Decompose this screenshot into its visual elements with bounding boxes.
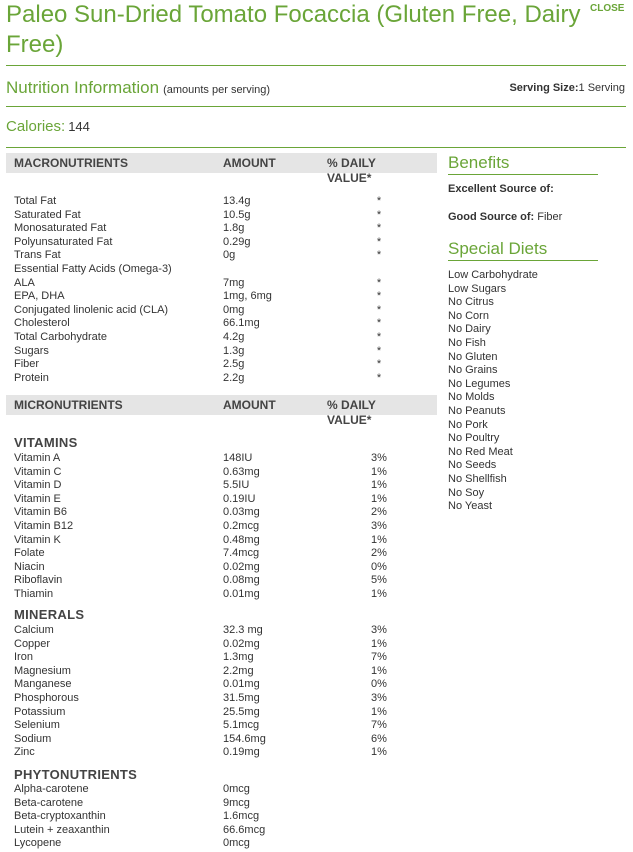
nutrient-daily-value: 2% xyxy=(371,547,387,560)
nutrition-heading xyxy=(6,78,270,98)
special-diet-item: No Red Meat xyxy=(448,445,513,458)
special-diet-item: No Poultry xyxy=(448,432,500,445)
special-diet-item: No Seeds xyxy=(448,459,497,472)
nutrient-daily-value: * xyxy=(376,344,382,357)
nutrient-name: Beta-cryptoxanthin xyxy=(14,810,106,823)
good-source-label: Good Source of: xyxy=(448,211,535,223)
nutrient-daily-value: 3% xyxy=(371,520,387,532)
nutrient-name: Trans Fat xyxy=(14,249,61,262)
nutrient-amount: 0.2mcg xyxy=(223,520,260,532)
special-diet-item: Low Sugars xyxy=(448,282,507,295)
divider xyxy=(6,65,626,66)
mineral-row xyxy=(14,719,434,733)
nutrient-daily-value: 1% xyxy=(371,705,387,718)
special-diets-heading: Special Diets xyxy=(448,239,598,261)
nutrient-amount: 66.6mcg xyxy=(223,823,266,836)
phytonutrient-row xyxy=(14,783,434,797)
macro-row xyxy=(14,372,434,386)
micro-header-name: MICRONUTRIENTS xyxy=(14,398,123,412)
nutrient-daily-value: 1% xyxy=(371,479,387,492)
calories-value: 144 xyxy=(68,119,90,134)
macro-row xyxy=(14,277,434,291)
special-diet-item: No Soy xyxy=(448,486,485,499)
nutrient-name: Cholesterol xyxy=(14,317,70,330)
nutrient-daily-value: * xyxy=(376,249,382,262)
nutrient-amount: 0.01mg xyxy=(223,678,260,691)
special-diet-item: No Yeast xyxy=(448,500,493,513)
macro-row xyxy=(14,222,434,236)
vitamin-row xyxy=(14,520,434,534)
vitamin-row xyxy=(14,479,434,493)
nutrient-name: Vitamin B12 xyxy=(14,520,74,532)
special-diet-item: No Molds xyxy=(448,391,495,404)
nutrient-amount: 0.63mg xyxy=(223,465,260,478)
nutrient-amount: 2.2mg xyxy=(223,664,254,677)
close-button[interactable]: CLOSE xyxy=(590,3,625,14)
nutrient-amount: 66.1mg xyxy=(223,317,260,330)
nutrient-name: Beta-carotene xyxy=(14,796,84,809)
nutrient-amount: 148IU xyxy=(223,452,253,464)
phytonutrients-heading: PHYTONUTRIENTS xyxy=(14,767,138,782)
mineral-row xyxy=(14,733,434,747)
macro-row xyxy=(14,249,434,263)
micro-table-header xyxy=(6,395,437,427)
micro-header-dv: % DAILY VALUE* xyxy=(327,398,376,427)
vitamin-row xyxy=(14,534,434,548)
macro-row xyxy=(14,195,434,209)
nutrient-amount: 4.2g xyxy=(223,331,245,343)
nutrient-name: Iron xyxy=(14,651,33,664)
nutrient-name: Vitamin D xyxy=(14,479,62,492)
nutrient-name: Calcium xyxy=(14,624,54,636)
nutrient-daily-value: * xyxy=(376,208,382,221)
nutrient-name: Sugars xyxy=(14,344,49,357)
nutrient-daily-value: 7% xyxy=(371,651,387,664)
nutrient-name: Lycopene xyxy=(14,837,62,850)
nutrient-name: Riboflavin xyxy=(14,574,63,587)
vitamin-row xyxy=(14,547,434,561)
nutrient-daily-value: * xyxy=(376,195,382,207)
phytonutrient-row xyxy=(14,797,434,811)
special-diet-item: No Fish xyxy=(448,337,486,349)
nutrient-amount: 0.48mg xyxy=(223,533,260,546)
nutrient-amount: 0.03mg xyxy=(223,506,260,519)
vitamin-row xyxy=(14,493,434,507)
nutrient-daily-value: 2% xyxy=(371,506,387,519)
nutrient-daily-value: 1% xyxy=(371,533,387,546)
nutrient-name: Total Fat xyxy=(14,195,57,207)
macro-table-header xyxy=(6,153,437,185)
nutrient-name: Manganese xyxy=(14,678,72,691)
nutrient-name: Copper xyxy=(14,637,51,650)
nutrient-name: Vitamin A xyxy=(14,452,61,464)
nutrient-daily-value: 0% xyxy=(371,678,387,691)
nutrient-name: Total Carbohydrate xyxy=(14,331,107,343)
calories xyxy=(6,118,90,135)
macro-header-amount: AMOUNT xyxy=(223,156,276,170)
nutrient-amount: 1mg, 6mg xyxy=(223,290,272,303)
serving-size xyxy=(509,82,625,94)
nutrient-amount: 0mcg xyxy=(223,837,250,850)
nutrient-amount: 0.29g xyxy=(223,235,251,248)
micro-header-amount: AMOUNT xyxy=(223,398,276,412)
nutrient-name: Magnesium xyxy=(14,664,71,677)
nutrient-name: Phosphorous xyxy=(14,692,79,704)
macro-row xyxy=(14,358,434,372)
nutrient-name: Niacin xyxy=(14,560,45,573)
serving-size-label: Serving Size: xyxy=(509,82,579,94)
nutrient-daily-value: 6% xyxy=(371,732,387,745)
nutrient-amount: 7mg xyxy=(223,276,245,289)
phytonutrient-row xyxy=(14,810,434,824)
nutrient-name: Protein xyxy=(14,371,49,384)
nutrient-name: Selenium xyxy=(14,719,60,732)
nutrient-amount: 13.4g xyxy=(223,195,251,207)
divider xyxy=(6,147,626,148)
nutrient-amount: 0.08mg xyxy=(223,574,260,587)
nutrient-amount: 1.8g xyxy=(223,222,245,235)
macro-row xyxy=(14,263,434,277)
nutrient-amount: 10.5g xyxy=(223,208,251,221)
nutrient-name: Thiamin xyxy=(14,588,54,600)
nutrient-amount: 2.2g xyxy=(223,371,245,384)
nutrient-name: Zinc xyxy=(14,746,35,759)
nutrient-amount: 25.5mg xyxy=(223,705,260,718)
nutrient-name: Fiber xyxy=(14,358,40,371)
special-diet-item: No Dairy xyxy=(448,323,491,336)
nutrient-daily-value: * xyxy=(376,331,382,343)
nutrient-daily-value: * xyxy=(376,235,382,248)
nutrient-daily-value: * xyxy=(376,358,382,371)
nutrient-amount: 5.5IU xyxy=(223,479,250,492)
excellent-source-label: Excellent Source of: xyxy=(448,183,554,195)
excellent-source xyxy=(448,183,554,195)
nutrient-daily-value: * xyxy=(376,303,382,316)
nutrient-daily-value: 7% xyxy=(371,719,387,732)
nutrient-amount: 0.19mg xyxy=(223,746,260,759)
vitamin-row xyxy=(14,452,434,466)
macro-row xyxy=(14,290,434,304)
nutrient-daily-value: 3% xyxy=(371,692,387,704)
nutrient-daily-value: * xyxy=(376,371,382,384)
nutrient-daily-value: * xyxy=(376,290,382,303)
nutrient-name: Conjugated linolenic acid (CLA) xyxy=(14,303,169,316)
nutrient-daily-value: * xyxy=(376,317,382,330)
mineral-row xyxy=(14,665,434,679)
benefits-heading: Benefits xyxy=(448,153,598,175)
nutrient-name: Saturated Fat xyxy=(14,208,81,221)
nutrient-amount: 0g xyxy=(223,249,236,262)
vitamins-heading: VITAMINS xyxy=(14,435,78,450)
nutrient-daily-value: 1% xyxy=(371,637,387,650)
mineral-row xyxy=(14,638,434,652)
nutrient-daily-value: 1% xyxy=(371,746,387,759)
nutrient-amount: 31.5mg xyxy=(223,692,260,704)
nutrient-daily-value: * xyxy=(376,222,382,235)
nutrient-daily-value: 0% xyxy=(371,560,387,573)
nutrient-name: Alpha-carotene xyxy=(14,783,89,795)
special-diet-item: No Gluten xyxy=(448,350,498,363)
divider xyxy=(6,106,626,107)
nutrient-daily-value: 3% xyxy=(371,452,387,464)
special-diet-item: No Pork xyxy=(448,418,488,431)
nutrient-amount: 32.3 mg xyxy=(223,624,263,636)
nutrient-amount: 0.02mg xyxy=(223,560,260,573)
special-diet-item: Low Carbohydrate xyxy=(448,269,538,281)
nutrient-name: Lutein + zeaxanthin xyxy=(14,823,110,836)
vitamin-row xyxy=(14,574,434,588)
nutrient-amount: 154.6mg xyxy=(223,732,266,745)
special-diet-item: No Peanuts xyxy=(448,405,506,417)
nutrient-daily-value: 3% xyxy=(371,624,387,636)
nutrient-amount: 0mg xyxy=(223,303,245,316)
vitamin-row xyxy=(14,588,434,602)
nutrient-daily-value: * xyxy=(376,276,382,289)
nutrient-name: Polyunsaturated Fat xyxy=(14,235,113,248)
phytonutrient-row xyxy=(14,824,434,838)
mineral-row xyxy=(14,678,434,692)
special-diet-item: No Corn xyxy=(448,309,489,322)
nutrient-name: Vitamin B6 xyxy=(14,506,67,519)
nutrition-note: (amounts per serving) xyxy=(163,84,271,96)
special-diet-item: No Shellfish xyxy=(448,473,507,485)
vitamin-row xyxy=(14,506,434,520)
nutrition-heading-label: Nutrition Information xyxy=(6,78,160,97)
nutrient-name: EPA, DHA xyxy=(14,290,65,303)
nutrient-amount: 5.1mcg xyxy=(223,719,260,732)
nutrient-daily-value: 1% xyxy=(371,664,387,677)
nutrient-amount: 1.6mcg xyxy=(223,810,260,823)
special-diet-item: No Citrus xyxy=(448,296,494,309)
nutrient-amount: 9mcg xyxy=(223,796,250,809)
macro-row xyxy=(14,331,434,345)
nutrient-daily-value: 1% xyxy=(371,588,387,600)
macro-row xyxy=(14,304,434,318)
minerals-heading: MINERALS xyxy=(14,607,85,622)
macro-header-name: MACRONUTRIENTS xyxy=(14,156,128,170)
macro-row xyxy=(14,317,434,331)
calories-label: Calories: xyxy=(6,118,66,135)
phytonutrient-row xyxy=(14,837,434,851)
nutrient-amount: 1.3mg xyxy=(223,651,254,664)
nutrient-daily-value: 1% xyxy=(371,465,387,478)
nutrient-daily-value: 5% xyxy=(371,574,387,587)
macro-row xyxy=(14,236,434,250)
mineral-row xyxy=(14,706,434,720)
macro-header-dv: % DAILY VALUE* xyxy=(327,156,376,185)
nutrient-amount: 0.19IU xyxy=(223,492,256,505)
nutrient-amount: 2.5g xyxy=(223,358,245,371)
mineral-row xyxy=(14,692,434,706)
mineral-row xyxy=(14,651,434,665)
nutrient-name: Essential Fatty Acids (Omega-3) xyxy=(14,263,172,275)
nutrient-name: Sodium xyxy=(14,732,52,745)
serving-size-value: 1 Serving xyxy=(578,82,625,94)
mineral-row xyxy=(14,746,434,760)
good-source xyxy=(448,211,562,223)
nutrient-amount: 0mcg xyxy=(223,783,250,795)
nutrient-name: Vitamin K xyxy=(14,533,61,546)
nutrient-amount: 1.3g xyxy=(223,344,245,357)
nutrient-name: Monosaturated Fat xyxy=(14,222,107,235)
nutrient-daily-value: 1% xyxy=(371,492,387,505)
page-title: Paleo Sun-Dried Tomato Focaccia (Gluten Free, Dairy Free) xyxy=(6,1,581,58)
nutrient-amount: 0.02mg xyxy=(223,637,260,650)
nutrient-name: Potassium xyxy=(14,705,66,718)
special-diet-item: No Grains xyxy=(448,364,498,377)
vitamin-row xyxy=(14,466,434,480)
good-source-value: Fiber xyxy=(537,211,563,223)
mineral-row xyxy=(14,624,434,638)
nutrient-amount: 7.4mcg xyxy=(223,547,260,560)
nutrient-name: ALA xyxy=(14,276,35,289)
special-diet-item: No Legumes xyxy=(448,377,511,390)
macro-row xyxy=(14,345,434,359)
nutrient-name: Vitamin E xyxy=(14,492,61,505)
nutrient-name: Vitamin C xyxy=(14,465,62,478)
macro-row xyxy=(14,209,434,223)
nutrient-amount: 0.01mg xyxy=(223,588,260,600)
nutrient-name: Folate xyxy=(14,547,45,560)
vitamin-row xyxy=(14,561,434,575)
